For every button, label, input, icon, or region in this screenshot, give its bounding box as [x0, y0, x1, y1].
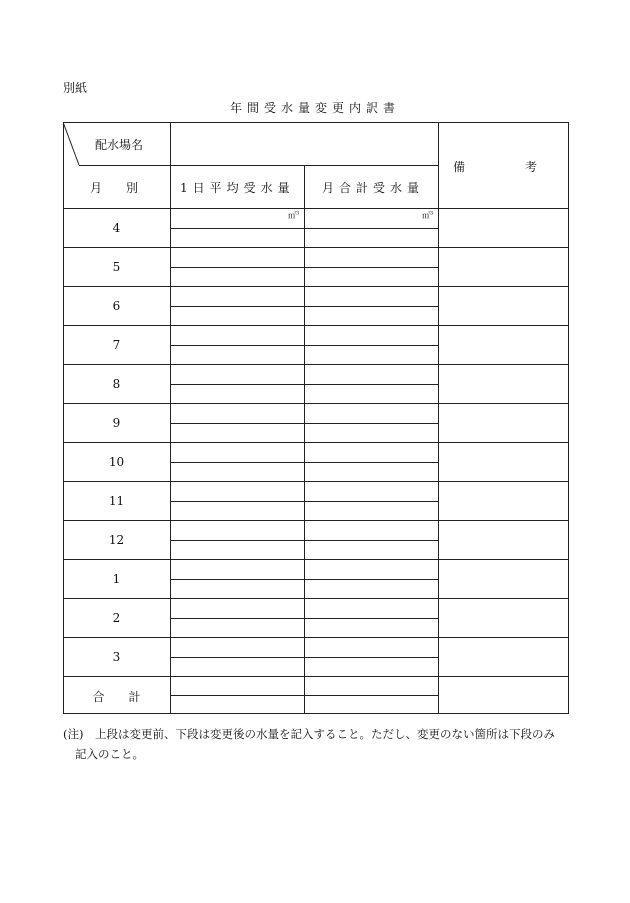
table-right-border: [568, 122, 569, 714]
row-separator: [63, 520, 569, 521]
footnote: [63, 724, 573, 764]
note-text-line1: 上段は変更前、下段は変更後の水量を記入すること。ただし、変更のない箇所は下段のみ: [94, 727, 555, 741]
month-label: 4: [112, 221, 121, 235]
half-row-separator: [170, 423, 438, 424]
month-label: 11: [108, 494, 125, 508]
half-row-separator: [170, 384, 438, 385]
header-subdivider: [170, 165, 438, 166]
half-row-separator: [170, 462, 438, 463]
row-separator: [63, 676, 569, 677]
header-diagonal-baseline: [79, 165, 170, 166]
month-label: 7: [112, 338, 121, 352]
month-label: 5: [112, 260, 121, 274]
row-separator: [63, 286, 569, 287]
attachment-label: 別紙: [63, 81, 88, 95]
row-separator: [63, 598, 569, 599]
half-row-separator: [170, 579, 438, 580]
half-row-separator: [170, 267, 438, 268]
month-label: 6: [112, 299, 121, 313]
remarks-header: 備 考: [453, 160, 538, 174]
note-text-line2: 記入のこと。: [75, 747, 144, 761]
month-label: 3: [112, 650, 121, 664]
row-separator: [63, 637, 569, 638]
column-divider-remarks: [438, 122, 439, 714]
note-prefix: (注): [63, 727, 84, 741]
half-row-separator: [170, 657, 438, 658]
month-label: 12: [108, 533, 125, 547]
month-label: 1: [112, 572, 121, 586]
row-separator: [63, 247, 569, 248]
half-row-separator: [170, 618, 438, 619]
table-bottom-border: [63, 713, 569, 714]
half-row-separator: [170, 501, 438, 502]
water-volume-table: [63, 122, 569, 714]
document-title: 年間受水量変更内訳書: [229, 101, 400, 115]
site-name-label: 配水場名: [95, 138, 144, 152]
month-column-header: 月 別: [90, 181, 139, 195]
row-separator: [63, 442, 569, 443]
half-row-separator: [170, 695, 438, 696]
unit-daily: ㎥$^3$: [288, 210, 300, 220]
column-divider-month: [170, 122, 171, 714]
half-row-separator: [170, 306, 438, 307]
row-separator: [63, 403, 569, 404]
half-row-separator: [170, 345, 438, 346]
daily-average-header: 1日平均受水量: [180, 181, 295, 195]
month-label: 9: [112, 416, 121, 430]
half-row-separator: [170, 228, 438, 229]
unit-monthly: ㎥$^3$: [422, 210, 434, 220]
monthly-total-header: 月合計受水量: [322, 181, 425, 195]
row-separator: [63, 325, 569, 326]
half-row-separator: [170, 540, 438, 541]
header-bottom-border: [63, 208, 569, 209]
row-separator: [63, 364, 569, 365]
month-label: 2: [112, 611, 121, 625]
row-separator: [63, 559, 569, 560]
total-label: 合 計: [92, 690, 141, 704]
row-separator: [63, 481, 569, 482]
month-label: 8: [112, 377, 121, 391]
month-label: 10: [108, 455, 125, 469]
